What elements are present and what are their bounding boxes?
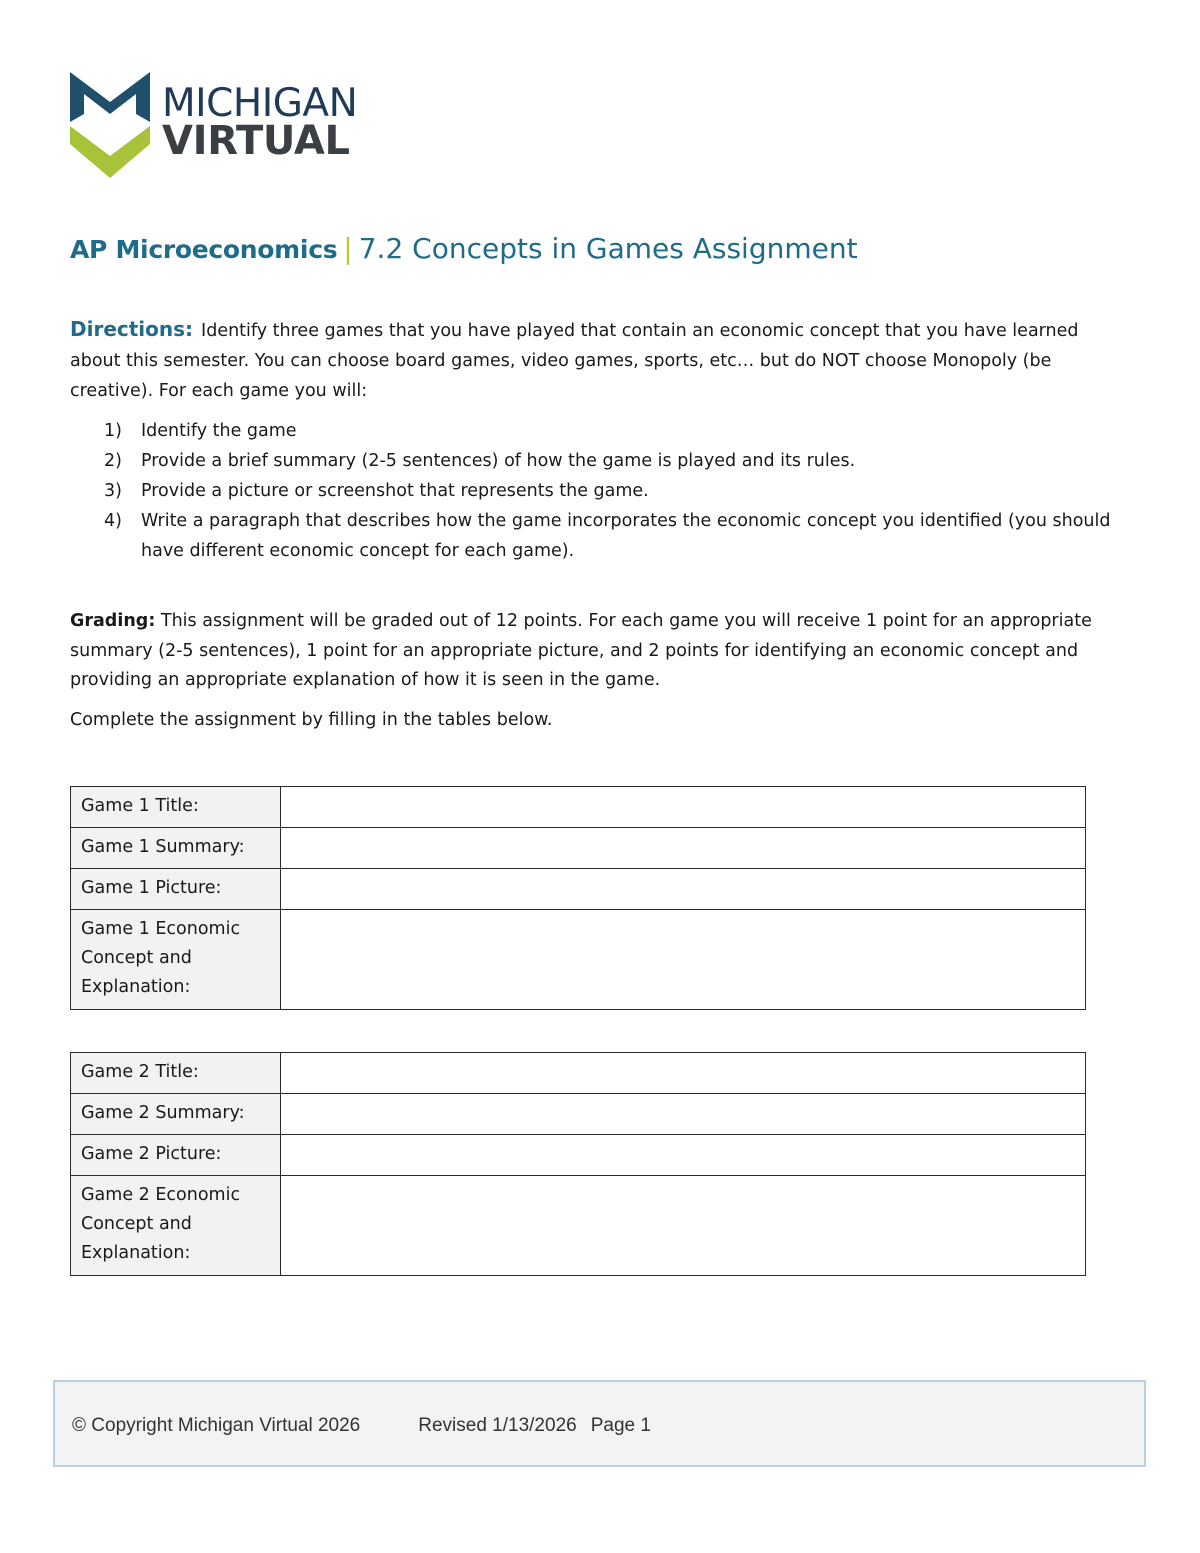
row-label: Game 1 Title: <box>71 787 281 828</box>
steps-list <box>104 416 1124 566</box>
footer-revised: Revised 1/13/2026 <box>418 1415 577 1436</box>
footer-text <box>72 1415 651 1437</box>
table-row <box>71 1053 1086 1094</box>
row-label: Game 2 Picture: <box>71 1135 281 1176</box>
game-2-picture-cell[interactable] <box>281 1135 1086 1176</box>
title-separator: | <box>343 232 353 265</box>
row-label: Game 1 Picture: <box>71 869 281 910</box>
step-text: Identify the game <box>141 421 297 441</box>
grading-paragraph <box>70 607 1120 696</box>
michigan-virtual-logo <box>70 68 360 180</box>
table-row <box>71 910 1086 1010</box>
footer-page-number: Page 1 <box>590 1415 651 1436</box>
mv-chevron-mark <box>70 68 150 180</box>
row-label: Game 2 Economic Concept and Explanation: <box>71 1176 281 1276</box>
game-1-concept-cell[interactable] <box>281 910 1086 1010</box>
directions-text: Identify three games that you have played that contain an economic concept that you have learned about this semester. You can choose board games, video games, sports, etc… but do NOT choose Monopoly (be creative). For each game you will: <box>70 321 1079 401</box>
logo-line-virtual: VIRTUAL <box>162 118 350 164</box>
step-text: Provide a picture or screenshot that represents the game. <box>141 481 649 501</box>
table-row <box>71 1094 1086 1135</box>
page-footer <box>53 1380 1146 1467</box>
directions-label: Directions: <box>70 317 194 341</box>
row-label: Game 2 Summary: <box>71 1094 281 1135</box>
grading-label: Grading: <box>70 611 156 631</box>
footer-copyright: © Copyright Michigan Virtual 2026 <box>72 1415 361 1436</box>
directions-paragraph <box>70 314 1120 406</box>
complete-instruction: Complete the assignment by filling in the tables below. <box>70 710 553 730</box>
course-name: AP Microeconomics <box>70 235 338 264</box>
table-row <box>71 869 1086 910</box>
row-label: Game 1 Economic Concept and Explanation: <box>71 910 281 1010</box>
list-item <box>104 506 1124 566</box>
step-number: 4) <box>104 511 122 531</box>
game-1-title-cell[interactable] <box>281 787 1086 828</box>
row-label: Game 1 Summary: <box>71 828 281 869</box>
step-number: 3) <box>104 481 122 501</box>
assignment-name: 7.2 Concepts in Games Assignment <box>358 232 858 265</box>
game-2-concept-cell[interactable] <box>281 1176 1086 1276</box>
page-title <box>70 232 858 265</box>
table-row <box>71 787 1086 828</box>
logo-line-michigan: MICHIGAN <box>162 81 358 126</box>
table-row <box>71 1135 1086 1176</box>
step-text: Provide a brief summary (2-5 sentences) of how the game is played and its rules. <box>141 451 856 471</box>
game-2-summary-cell[interactable] <box>281 1094 1086 1135</box>
game-2-title-cell[interactable] <box>281 1053 1086 1094</box>
list-item <box>104 476 1124 506</box>
list-item <box>104 446 1124 476</box>
step-number: 1) <box>104 421 122 441</box>
row-label: Game 2 Title: <box>71 1053 281 1094</box>
list-item <box>104 416 1124 446</box>
game-2-table <box>70 1052 1086 1276</box>
game-1-summary-cell[interactable] <box>281 828 1086 869</box>
table-row <box>71 828 1086 869</box>
logo-wordmark <box>162 81 358 164</box>
table-row <box>71 1176 1086 1276</box>
step-number: 2) <box>104 451 122 471</box>
game-1-table <box>70 786 1086 1010</box>
grading-text: This assignment will be graded out of 12 points. For each game you will receive 1 point for an appropriate summary (2-5 sentences), 1 point for an appropriate picture, and 2 points for identifying an economic concept and providing an appropriate explanation of how it is seen in the game. <box>70 611 1092 690</box>
step-text: Write a paragraph that describes how the game incorporates the economic concept you identified (you should have different economic concept for each game). <box>141 511 1111 561</box>
game-1-picture-cell[interactable] <box>281 869 1086 910</box>
